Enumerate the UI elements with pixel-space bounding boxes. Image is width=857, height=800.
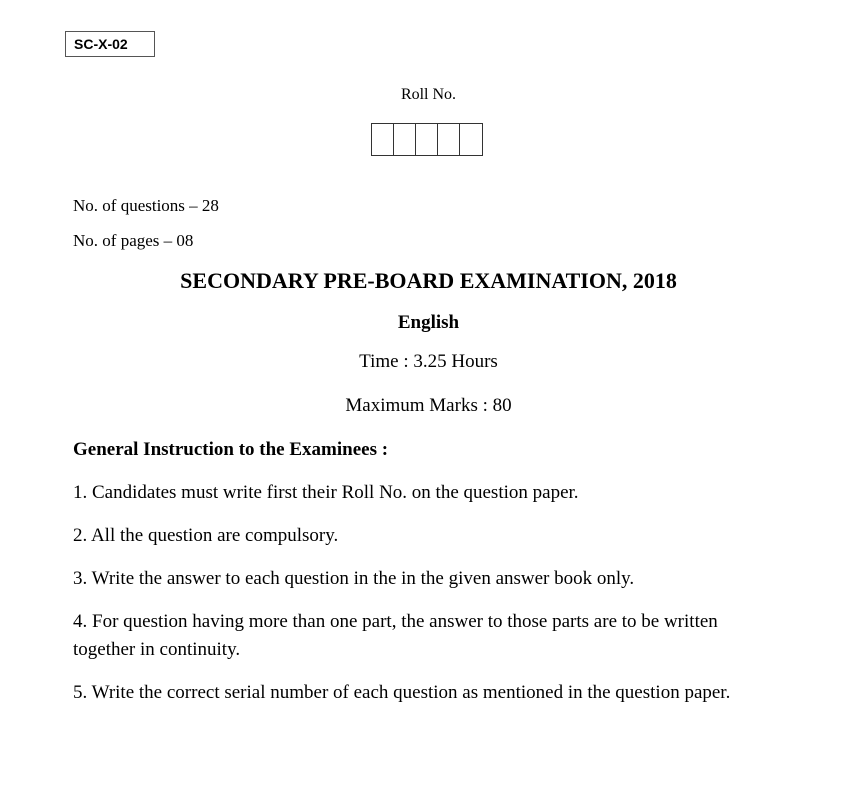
roll-box: [394, 124, 416, 155]
roll-box: [438, 124, 460, 155]
roll-no-boxes: [371, 123, 483, 156]
roll-box: [416, 124, 438, 155]
roll-box: [372, 124, 394, 155]
instruction-item: 1. Candidates must write first their Roll No. on the question paper.: [73, 482, 579, 503]
num-questions: No. of questions – 28: [73, 196, 219, 215]
exam-title: SECONDARY PRE-BOARD EXAMINATION, 2018: [180, 268, 677, 293]
roll-no-label: Roll No.: [400, 86, 457, 103]
instruction-item: 4. For question having more than one part, the answer to those parts are to be written together in continuity.: [73, 611, 718, 660]
max-marks: Maximum Marks : 80: [345, 395, 512, 416]
subject: English: [397, 312, 460, 333]
roll-box: [460, 124, 482, 155]
instructions-heading: General Instruction to the Examinees :: [73, 439, 389, 460]
time: Time : 3.25 Hours: [359, 351, 498, 372]
paper-code-box: SC-X-02: [65, 31, 155, 57]
num-pages: No. of pages – 08: [73, 231, 194, 250]
instruction-item: 5. Write the correct serial number of each question as mentioned in the question paper.: [73, 682, 731, 703]
instruction-item: 3. Write the answer to each question in the in the given answer book only.: [73, 568, 635, 589]
instruction-item: 2. All the question are compulsory.: [73, 525, 339, 546]
